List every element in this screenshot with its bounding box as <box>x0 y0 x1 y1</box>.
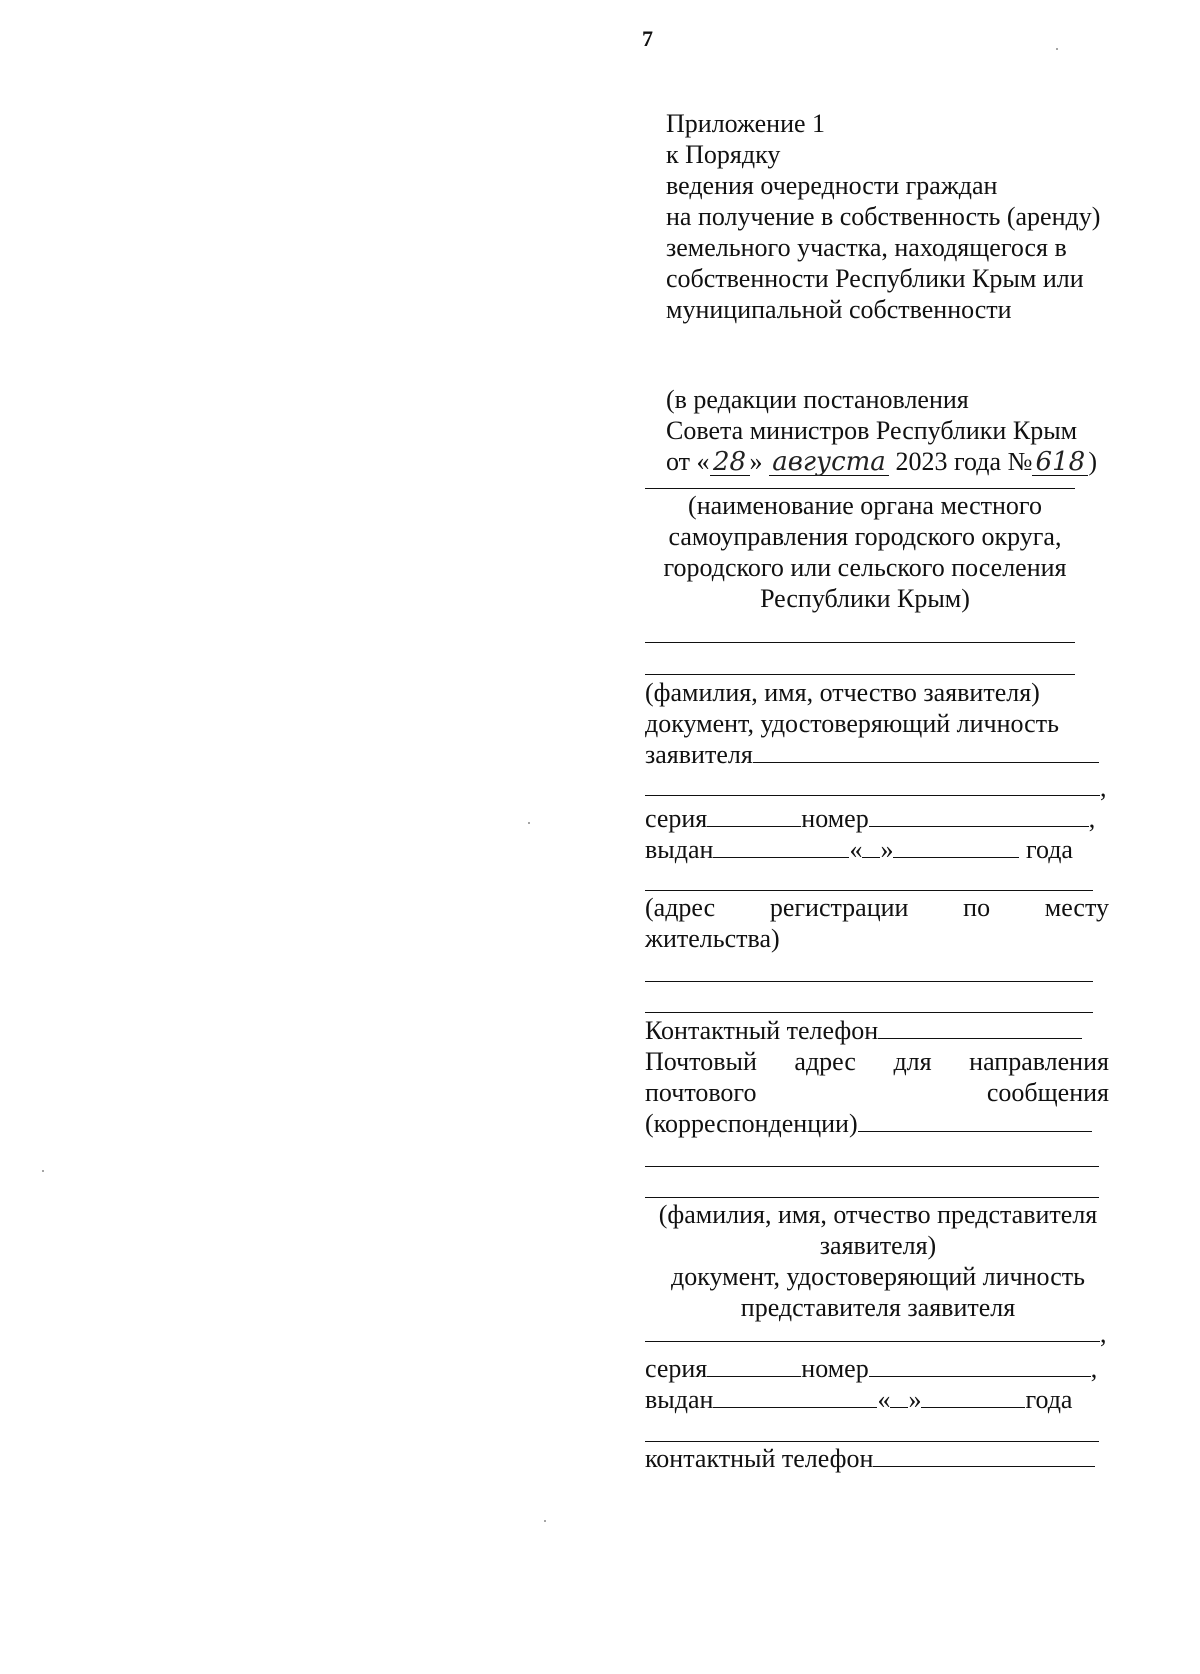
representative-doc-row <box>645 1318 1115 1349</box>
appendix-line: к Порядку <box>666 140 781 169</box>
quote-open: « <box>849 835 863 864</box>
phone-label: Контактный телефон <box>645 1016 879 1045</box>
quote-close: » <box>880 835 894 864</box>
applicant-address <box>645 892 1109 954</box>
representative-issued-row <box>645 1384 1115 1415</box>
comma: , <box>1090 1354 1098 1383</box>
year-label: года <box>1025 1385 1073 1414</box>
applicant-doc-row2 <box>645 772 1115 803</box>
applicant-name-line[interactable] <box>645 674 1075 675</box>
caption-word: по <box>963 893 991 922</box>
postal-word: почтового <box>645 1078 757 1107</box>
representative-series-field[interactable] <box>707 1376 801 1377</box>
address-caption <box>645 892 1109 923</box>
phone-label: контактный телефон <box>645 1444 874 1473</box>
caption-word: (адрес <box>645 893 716 922</box>
appendix-line: ведения очередности граждан <box>666 171 998 200</box>
scan-speck <box>544 1520 546 1522</box>
representative-date-field[interactable] <box>921 1407 1025 1408</box>
comma: , <box>1100 773 1107 802</box>
caption-word: регистрации <box>769 893 909 922</box>
postal-word: для <box>893 1047 932 1076</box>
postal-field[interactable] <box>858 1131 1092 1132</box>
representative-fields <box>645 1318 1115 1415</box>
postal-word: сообщения <box>986 1078 1109 1107</box>
applicant-series-row <box>645 803 1115 834</box>
address-caption-line2: жительства) <box>645 924 780 953</box>
representative-phone <box>645 1443 1115 1474</box>
edition-note <box>666 384 1097 477</box>
applicant-name-line[interactable] <box>645 642 1075 643</box>
representative-day-field[interactable] <box>890 1407 908 1408</box>
scan-speck <box>528 822 530 824</box>
applicant-doc-label: документ, удостоверяющий личность <box>645 709 1059 738</box>
applicant-doc-label2-row <box>645 739 1115 770</box>
issued-label: выдан <box>645 835 714 864</box>
applicant-contacts <box>645 1015 1109 1139</box>
applicant-number-field[interactable] <box>869 826 1089 827</box>
authority-caption <box>645 490 1085 614</box>
edition-date-line <box>666 446 1097 477</box>
quote-close: » <box>908 1385 922 1414</box>
appendix-line: муниципальной собственности <box>666 295 1012 324</box>
edition-year: 2023 года № <box>895 447 1033 476</box>
representative-extra-line[interactable] <box>645 1441 1099 1442</box>
representative-phone-field[interactable] <box>873 1466 1095 1467</box>
appendix-line: Приложение 1 <box>666 109 826 138</box>
number-label: номер <box>801 1354 869 1383</box>
edition-month: августа <box>769 449 889 476</box>
postal-line[interactable] <box>645 1166 1099 1167</box>
representative-caption-line: (фамилия, имя, отчество представителя <box>658 1200 1098 1229</box>
representative-doc-label: документ, удостоверяющий личность <box>671 1262 1085 1291</box>
representative-doc-label2: представителя заявителя <box>740 1293 1016 1322</box>
authority-caption-line: городского или сельского поселения <box>663 553 1067 582</box>
edition-from: от « <box>666 447 710 476</box>
appendix-line: на получение в собственность (аренду) <box>666 202 1101 231</box>
representative-caption <box>645 1199 1111 1323</box>
representative-number-field[interactable] <box>869 1376 1091 1377</box>
series-label: серия <box>645 1354 708 1383</box>
appendix-line: собственности Республики Крым или <box>666 264 1084 293</box>
scan-speck <box>1056 48 1058 50</box>
representative-name-line[interactable] <box>645 1197 1099 1198</box>
page-number: 7 <box>642 26 653 51</box>
postal-label: (корреспонденции) <box>645 1109 858 1138</box>
representative-doc-field[interactable] <box>645 1341 1100 1342</box>
postal-label-row <box>645 1046 1109 1077</box>
applicant-block <box>645 677 1115 865</box>
applicant-address-line[interactable] <box>645 890 1093 891</box>
edition-day: 28 <box>710 449 750 476</box>
comma: , <box>1088 804 1096 833</box>
representative-phone-row <box>645 1443 1115 1474</box>
applicant-doc-label2: заявителя <box>645 740 753 769</box>
number-label: номер <box>801 804 869 833</box>
authority-caption-line: самоуправления городского округа, <box>668 522 1062 551</box>
edition-quote: » <box>749 447 763 476</box>
series-label: серия <box>645 804 708 833</box>
appendix-header <box>666 108 1100 325</box>
phone-field[interactable] <box>878 1038 1082 1039</box>
authority-line <box>645 488 1075 489</box>
edition-line: (в редакции постановления <box>666 385 969 414</box>
authority-caption-line: Республики Крым) <box>760 584 970 613</box>
edition-close: ) <box>1088 447 1098 476</box>
issued-label: выдан <box>645 1385 714 1414</box>
representative-caption-line: заявителя) <box>819 1231 937 1260</box>
applicant-series-field[interactable] <box>707 826 801 827</box>
applicant-issued-row <box>645 834 1115 865</box>
representative-series-row <box>645 1353 1115 1384</box>
applicant-day-field[interactable] <box>862 857 880 858</box>
postal-row <box>645 1108 1109 1139</box>
address-line[interactable] <box>645 981 1093 982</box>
applicant-date-field[interactable] <box>893 857 1019 858</box>
scan-speck <box>42 1170 44 1172</box>
edition-line: Совета министров Республики Крым <box>666 416 1078 445</box>
postal-word: направления <box>969 1047 1109 1076</box>
applicant-issuer-field[interactable] <box>713 857 849 858</box>
edition-number: 618 <box>1032 449 1088 476</box>
applicant-doc-field2[interactable] <box>645 795 1100 796</box>
postal-word: Почтовый <box>645 1047 757 1076</box>
representative-issuer-field[interactable] <box>713 1407 877 1408</box>
applicant-doc-field[interactable] <box>753 762 1099 763</box>
year-label: года <box>1025 835 1073 864</box>
comma: , <box>1100 1319 1107 1348</box>
address-line[interactable] <box>645 1012 1093 1013</box>
caption-word: месту <box>1044 893 1109 922</box>
appendix-line: земельного участка, находящегося в <box>666 233 1067 262</box>
postal-label-row2 <box>645 1077 1109 1108</box>
authority-caption-line: (наименование органа местного <box>688 491 1042 520</box>
phone-row <box>645 1015 1109 1046</box>
applicant-name-caption: (фамилия, имя, отчество заявителя) <box>645 678 1040 707</box>
postal-word: адрес <box>794 1047 856 1076</box>
quote-open: « <box>877 1385 891 1414</box>
